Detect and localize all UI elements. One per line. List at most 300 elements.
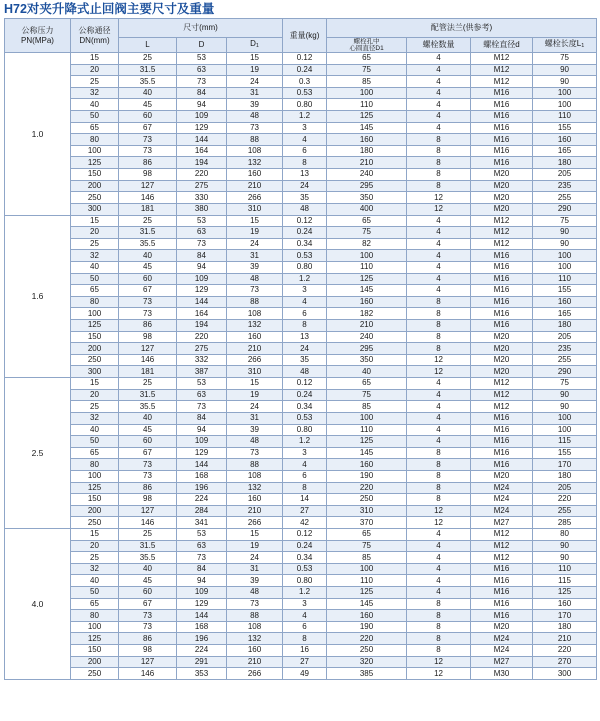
cell-bolt-circle: 75 [327,64,407,76]
cell-bolt-count: 4 [407,122,471,134]
cell-dn: 80 [71,134,119,146]
cell-length: 73 [119,459,177,471]
cell-dn: 80 [71,296,119,308]
cell-bolt-diameter: M16 [471,610,533,622]
cell-bolt-length: 100 [533,250,597,262]
cell-bolt-count: 4 [407,424,471,436]
cell-length: 35.5 [119,76,177,88]
cell-bolt-circle: 190 [327,470,407,482]
cell-dn: 125 [71,157,119,169]
cell-bolt-circle: 85 [327,552,407,564]
cell-bolt-circle: 85 [327,76,407,88]
cell-weight: 1.2 [283,273,327,285]
cell-bolt-length: 170 [533,610,597,622]
cell-outer-diameter: 94 [177,261,227,273]
table-row [5,459,597,471]
cell-d1: 132 [227,633,283,645]
cell-bolt-count: 4 [407,215,471,227]
cell-bolt-count: 12 [407,517,471,529]
cell-weight: 6 [283,470,327,482]
cell-bolt-length: 100 [533,87,597,99]
cell-length: 25 [119,53,177,65]
table-row [5,436,597,448]
cell-outer-diameter: 84 [177,87,227,99]
cell-weight: 0.34 [283,401,327,413]
cell-bolt-diameter: M12 [471,540,533,552]
cell-outer-diameter: 275 [177,343,227,355]
cell-weight: 49 [283,668,327,680]
cell-dn: 32 [71,563,119,575]
cell-bolt-length: 170 [533,459,597,471]
cell-outer-diameter: 109 [177,587,227,599]
cell-weight: 6 [283,308,327,320]
cell-bolt-length: 90 [533,64,597,76]
cell-bolt-circle: 160 [327,134,407,146]
cell-length: 45 [119,424,177,436]
cell-bolt-circle: 85 [327,401,407,413]
table-row [5,331,597,343]
cell-bolt-circle: 385 [327,668,407,680]
cell-dn: 32 [71,250,119,262]
cell-dn: 65 [71,285,119,297]
cell-d1: 266 [227,192,283,204]
cell-bolt-length: 160 [533,598,597,610]
table-row [5,587,597,599]
cell-bolt-circle: 100 [327,412,407,424]
cell-d1: 160 [227,645,283,657]
cell-d1: 24 [227,552,283,564]
cell-outer-diameter: 144 [177,459,227,471]
cell-bolt-count: 4 [407,389,471,401]
cell-dn: 150 [71,169,119,181]
cell-weight: 0.53 [283,250,327,262]
cell-bolt-length: 165 [533,145,597,157]
header-nominal-pressure: 公称压力 PN(MPa) [5,19,71,53]
cell-outer-diameter: 109 [177,111,227,123]
cell-bolt-circle: 220 [327,633,407,645]
cell-bolt-length: 205 [533,331,597,343]
cell-dn: 20 [71,389,119,401]
header-bolt-count: 螺栓数量 [407,38,471,53]
cell-weight: 16 [283,645,327,657]
cell-dn: 50 [71,111,119,123]
cell-outer-diameter: 380 [177,203,227,215]
table-row [5,656,597,668]
cell-bolt-circle: 110 [327,99,407,111]
cell-bolt-circle: 250 [327,494,407,506]
cell-length: 181 [119,366,177,378]
cell-dn: 300 [71,366,119,378]
cell-outer-diameter: 330 [177,192,227,204]
table-row [5,610,597,622]
cell-bolt-count: 4 [407,76,471,88]
cell-outer-diameter: 164 [177,145,227,157]
cell-outer-diameter: 291 [177,656,227,668]
cell-outer-diameter: 129 [177,285,227,297]
cell-d1: 210 [227,180,283,192]
cell-length: 146 [119,192,177,204]
table-row [5,540,597,552]
cell-bolt-diameter: M24 [471,645,533,657]
cell-d1: 266 [227,668,283,680]
table-row [5,215,597,227]
cell-bolt-count: 4 [407,575,471,587]
cell-bolt-diameter: M16 [471,308,533,320]
cell-dn: 200 [71,180,119,192]
cell-bolt-diameter: M20 [471,192,533,204]
cell-d1: 39 [227,261,283,273]
cell-outer-diameter: 84 [177,250,227,262]
cell-length: 60 [119,111,177,123]
cell-length: 25 [119,215,177,227]
cell-outer-diameter: 168 [177,470,227,482]
cell-bolt-count: 4 [407,261,471,273]
cell-bolt-count: 12 [407,354,471,366]
table-row [5,621,597,633]
cell-bolt-length: 290 [533,203,597,215]
cell-length: 40 [119,412,177,424]
table-row [5,447,597,459]
header-bolt-circle: 螺栓孔中 心圆直径D1 [327,38,407,53]
cell-bolt-circle: 180 [327,145,407,157]
cell-length: 31.5 [119,64,177,76]
cell-outer-diameter: 353 [177,668,227,680]
cell-bolt-count: 8 [407,180,471,192]
cell-weight: 42 [283,517,327,529]
cell-bolt-length: 180 [533,320,597,332]
cell-bolt-diameter: M16 [471,587,533,599]
cell-bolt-count: 4 [407,378,471,390]
cell-bolt-count: 8 [407,169,471,181]
cell-bolt-diameter: M20 [471,169,533,181]
cell-d1: 24 [227,238,283,250]
cell-d1: 310 [227,366,283,378]
pressure-group-cell: 1.6 [5,215,71,378]
cell-bolt-length: 100 [533,424,597,436]
cell-dn: 40 [71,424,119,436]
cell-weight: 35 [283,192,327,204]
cell-weight: 8 [283,320,327,332]
table-row [5,528,597,540]
cell-bolt-diameter: M12 [471,389,533,401]
cell-weight: 35 [283,354,327,366]
cell-bolt-circle: 65 [327,215,407,227]
cell-dn: 65 [71,447,119,459]
table-row [5,366,597,378]
cell-d1: 310 [227,203,283,215]
cell-bolt-diameter: M20 [471,331,533,343]
cell-bolt-circle: 160 [327,610,407,622]
cell-bolt-circle: 65 [327,53,407,65]
cell-weight: 0.34 [283,552,327,564]
cell-bolt-length: 90 [533,540,597,552]
cell-weight: 6 [283,145,327,157]
cell-d1: 108 [227,621,283,633]
cell-bolt-count: 12 [407,668,471,680]
cell-weight: 3 [283,122,327,134]
cell-d1: 31 [227,250,283,262]
cell-d1: 160 [227,169,283,181]
cell-bolt-diameter: M16 [471,122,533,134]
table-row [5,273,597,285]
cell-outer-diameter: 73 [177,76,227,88]
cell-dn: 125 [71,320,119,332]
table-row [5,76,597,88]
cell-dn: 50 [71,436,119,448]
cell-outer-diameter: 53 [177,528,227,540]
cell-outer-diameter: 194 [177,157,227,169]
cell-bolt-length: 110 [533,273,597,285]
cell-weight: 0.24 [283,540,327,552]
cell-length: 146 [119,354,177,366]
cell-bolt-circle: 240 [327,331,407,343]
table-row [5,203,597,215]
page-title: H72对夹升降式止回阀主要尺寸及重量 [4,2,215,16]
cell-bolt-length: 115 [533,575,597,587]
table-row [5,517,597,529]
cell-length: 73 [119,621,177,633]
cell-bolt-length: 160 [533,134,597,146]
cell-outer-diameter: 220 [177,331,227,343]
cell-bolt-length: 285 [533,517,597,529]
header-weight: 重量(kg) [283,19,327,53]
cell-outer-diameter: 194 [177,320,227,332]
cell-bolt-count: 8 [407,598,471,610]
cell-outer-diameter: 53 [177,53,227,65]
cell-length: 35.5 [119,401,177,413]
cell-length: 86 [119,633,177,645]
cell-bolt-circle: 160 [327,459,407,471]
cell-outer-diameter: 63 [177,540,227,552]
table-row [5,320,597,332]
cell-outer-diameter: 94 [177,99,227,111]
table-row [5,308,597,320]
cell-bolt-diameter: M12 [471,227,533,239]
cell-d1: 39 [227,99,283,111]
cell-outer-diameter: 53 [177,215,227,227]
cell-weight: 3 [283,598,327,610]
cell-dn: 100 [71,621,119,633]
cell-outer-diameter: 84 [177,412,227,424]
cell-bolt-length: 125 [533,587,597,599]
cell-bolt-diameter: M16 [471,320,533,332]
cell-bolt-diameter: M27 [471,656,533,668]
header-bolt-diameter: 螺栓直径d [471,38,533,53]
cell-d1: 48 [227,273,283,285]
cell-bolt-diameter: M27 [471,517,533,529]
table-row [5,192,597,204]
cell-weight: 8 [283,633,327,645]
cell-d1: 73 [227,598,283,610]
cell-weight: 0.80 [283,261,327,273]
cell-length: 67 [119,122,177,134]
cell-bolt-diameter: M12 [471,401,533,413]
cell-dn: 20 [71,227,119,239]
cell-bolt-length: 90 [533,552,597,564]
table-row [5,227,597,239]
cell-dn: 150 [71,645,119,657]
cell-bolt-length: 100 [533,99,597,111]
cell-bolt-count: 8 [407,296,471,308]
cell-bolt-circle: 125 [327,273,407,285]
cell-weight: 0.80 [283,575,327,587]
cell-dn: 25 [71,401,119,413]
cell-dn: 200 [71,343,119,355]
cell-length: 127 [119,505,177,517]
cell-dn: 80 [71,459,119,471]
cell-d1: 15 [227,528,283,540]
table-row [5,494,597,506]
cell-dn: 15 [71,378,119,390]
cell-bolt-diameter: M12 [471,76,533,88]
cell-bolt-diameter: M16 [471,285,533,297]
cell-bolt-count: 8 [407,157,471,169]
cell-length: 35.5 [119,552,177,564]
cell-weight: 0.24 [283,227,327,239]
cell-dn: 65 [71,122,119,134]
cell-d1: 31 [227,412,283,424]
cell-dn: 32 [71,412,119,424]
cell-d1: 108 [227,470,283,482]
cell-outer-diameter: 63 [177,64,227,76]
cell-bolt-length: 160 [533,296,597,308]
cell-d1: 73 [227,122,283,134]
cell-bolt-circle: 125 [327,587,407,599]
cell-dn: 32 [71,87,119,99]
cell-length: 25 [119,378,177,390]
cell-bolt-length: 75 [533,53,597,65]
cell-outer-diameter: 109 [177,273,227,285]
cell-d1: 19 [227,227,283,239]
cell-weight: 13 [283,169,327,181]
cell-bolt-diameter: M16 [471,157,533,169]
cell-bolt-circle: 310 [327,505,407,517]
cell-length: 98 [119,331,177,343]
cell-length: 40 [119,87,177,99]
cell-bolt-count: 4 [407,111,471,123]
cell-bolt-diameter: M12 [471,552,533,564]
cell-length: 40 [119,563,177,575]
cell-dn: 40 [71,99,119,111]
cell-bolt-length: 180 [533,157,597,169]
cell-dn: 250 [71,668,119,680]
header-nominal-diameter: 公称通径 DN(mm) [71,19,119,53]
cell-weight: 24 [283,180,327,192]
table-row [5,99,597,111]
cell-bolt-length: 235 [533,180,597,192]
cell-length: 127 [119,656,177,668]
cell-outer-diameter: 94 [177,424,227,436]
dimensions-table [4,18,597,680]
cell-bolt-length: 165 [533,308,597,320]
cell-length: 146 [119,668,177,680]
cell-weight: 4 [283,610,327,622]
cell-weight: 14 [283,494,327,506]
cell-bolt-count: 4 [407,87,471,99]
cell-dn: 250 [71,354,119,366]
table-row [5,250,597,262]
cell-bolt-diameter: M24 [471,633,533,645]
cell-dn: 150 [71,494,119,506]
cell-weight: 0.53 [283,563,327,575]
cell-bolt-circle: 65 [327,378,407,390]
cell-length: 181 [119,203,177,215]
cell-d1: 266 [227,354,283,366]
cell-dn: 25 [71,552,119,564]
cell-d1: 15 [227,215,283,227]
table-row [5,424,597,436]
pressure-group-cell: 2.5 [5,378,71,529]
cell-length: 98 [119,494,177,506]
cell-outer-diameter: 196 [177,633,227,645]
cell-outer-diameter: 63 [177,389,227,401]
cell-bolt-diameter: M20 [471,366,533,378]
cell-bolt-circle: 240 [327,169,407,181]
cell-bolt-length: 110 [533,563,597,575]
cell-dn: 15 [71,528,119,540]
cell-bolt-length: 235 [533,343,597,355]
table-row [5,354,597,366]
cell-bolt-count: 8 [407,645,471,657]
cell-bolt-length: 90 [533,238,597,250]
cell-weight: 3 [283,447,327,459]
cell-length: 60 [119,273,177,285]
cell-bolt-length: 115 [533,436,597,448]
cell-dn: 40 [71,261,119,273]
cell-bolt-diameter: M12 [471,528,533,540]
cell-bolt-count: 4 [407,528,471,540]
cell-d1: 132 [227,157,283,169]
cell-dn: 50 [71,273,119,285]
cell-outer-diameter: 129 [177,122,227,134]
table-row [5,145,597,157]
table-row [5,53,597,65]
cell-bolt-circle: 100 [327,563,407,575]
cell-bolt-circle: 75 [327,227,407,239]
cell-weight: 1.2 [283,111,327,123]
table-row [5,401,597,413]
table-row [5,261,597,273]
cell-weight: 0.12 [283,53,327,65]
cell-bolt-circle: 400 [327,203,407,215]
cell-bolt-count: 8 [407,633,471,645]
cell-dn: 125 [71,633,119,645]
cell-weight: 1.2 [283,587,327,599]
cell-bolt-circle: 220 [327,482,407,494]
cell-bolt-diameter: M16 [471,273,533,285]
header-bolt-length: 螺栓长度L1 [533,38,597,53]
cell-outer-diameter: 224 [177,645,227,657]
cell-bolt-count: 8 [407,610,471,622]
cell-bolt-diameter: M20 [471,621,533,633]
cell-bolt-count: 8 [407,494,471,506]
header-outer-diameter: D [177,38,227,53]
cell-weight: 0.24 [283,389,327,401]
cell-length: 86 [119,157,177,169]
cell-length: 98 [119,169,177,181]
cell-bolt-diameter: M16 [471,250,533,262]
cell-bolt-count: 4 [407,412,471,424]
cell-outer-diameter: 109 [177,436,227,448]
cell-d1: 31 [227,563,283,575]
table-row [5,563,597,575]
table-row [5,552,597,564]
cell-length: 73 [119,296,177,308]
table-row [5,470,597,482]
cell-length: 86 [119,320,177,332]
cell-weight: 0.24 [283,64,327,76]
cell-bolt-diameter: M20 [471,203,533,215]
